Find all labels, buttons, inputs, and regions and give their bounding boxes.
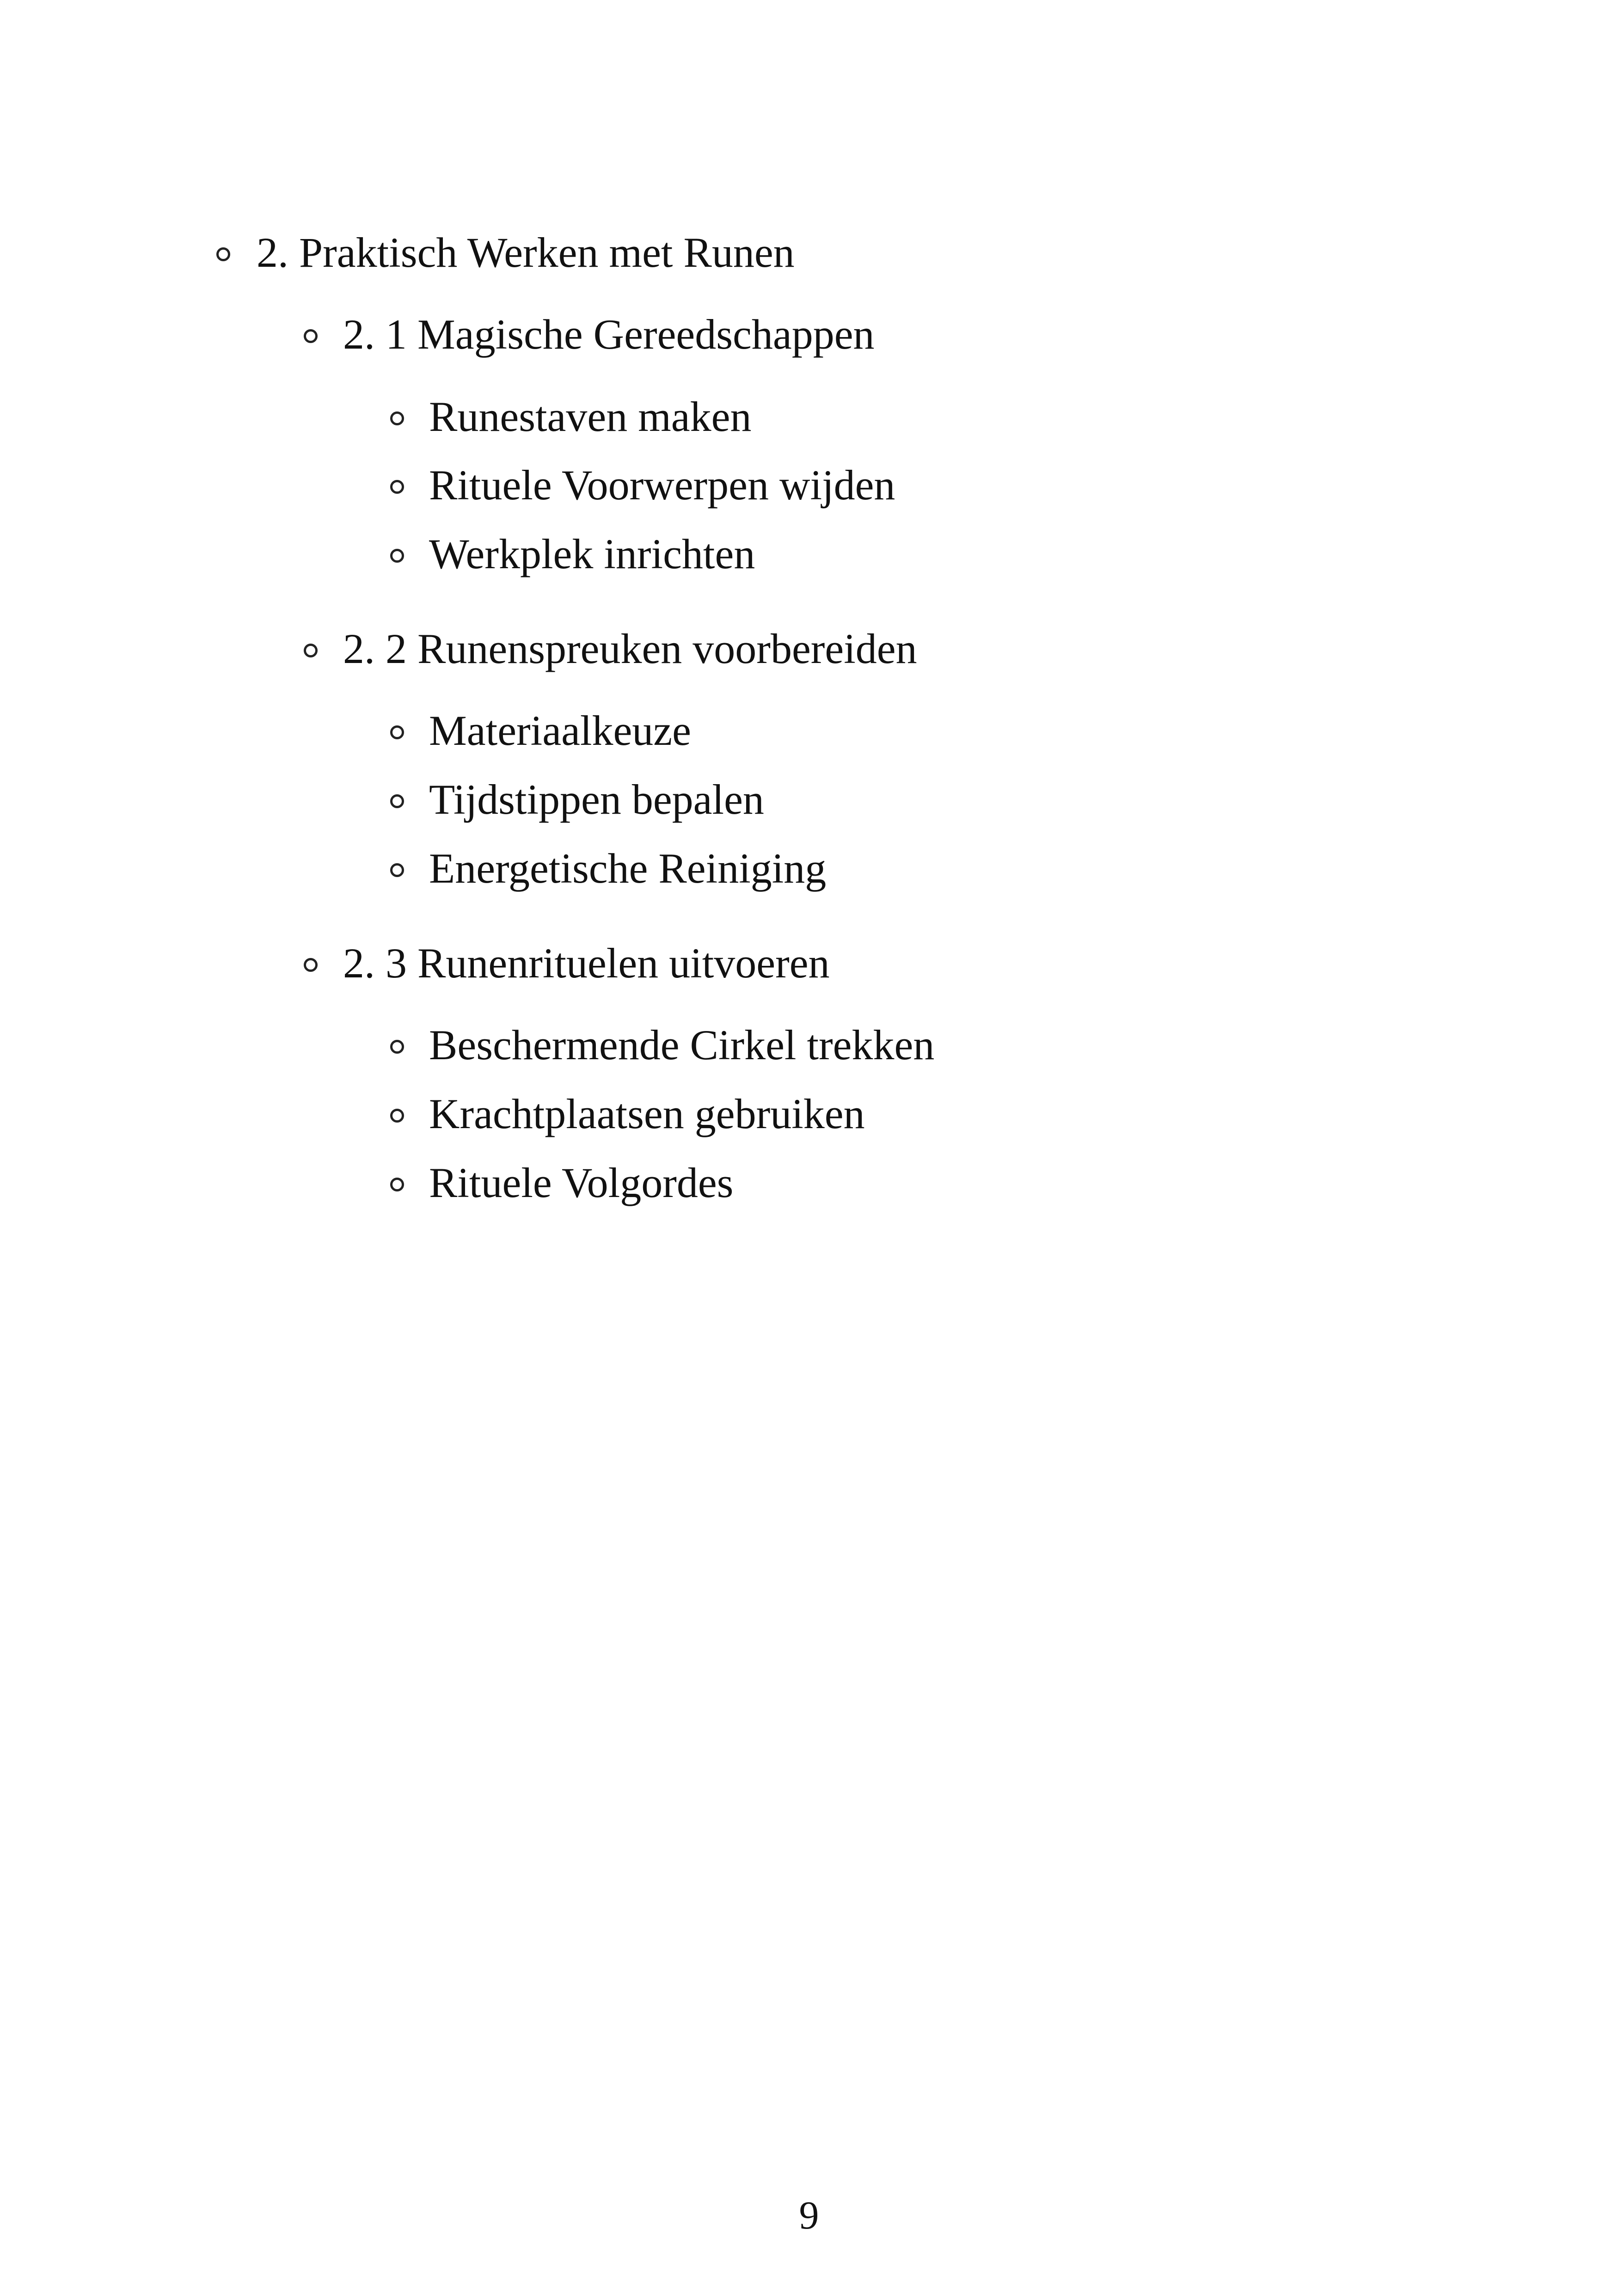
hollow-bullet-icon — [390, 411, 404, 425]
list-item: Materiaalkeuze — [429, 707, 691, 754]
hollow-bullet-icon — [304, 958, 318, 972]
list-item: Runestaven maken — [429, 393, 752, 440]
subsection-heading: 2. 2 Runenspreuken voorbereiden — [343, 625, 917, 672]
subsection-heading: 2. 1 Magische Gereedschappen — [343, 311, 875, 358]
hollow-bullet-icon — [390, 725, 404, 739]
hollow-bullet-icon — [390, 549, 404, 563]
section-heading: 2. Praktisch Werken met Runen — [257, 229, 795, 276]
subsection-heading: 2. 3 Runenrituelen uitvoeren — [343, 939, 830, 987]
page-number: 9 — [799, 2193, 819, 2237]
list-item: Krachtplaatsen gebruiken — [429, 1090, 865, 1137]
list-item: Rituele Voorwerpen wijden — [429, 461, 895, 509]
list-item: Rituele Volgordes — [429, 1159, 734, 1206]
list-item: Beschermende Cirkel trekken — [429, 1021, 935, 1068]
hollow-bullet-icon — [304, 644, 318, 657]
hollow-bullet-icon — [390, 1178, 404, 1191]
hollow-bullet-icon — [390, 863, 404, 877]
list-item: Werkplek inrichten — [429, 530, 755, 577]
hollow-bullet-icon — [390, 1109, 404, 1123]
list-item: Tijdstippen bepalen — [429, 776, 764, 823]
hollow-bullet-icon — [216, 247, 230, 261]
hollow-bullet-icon — [390, 480, 404, 494]
hollow-bullet-icon — [390, 794, 404, 808]
hollow-bullet-icon — [390, 1040, 404, 1054]
list-item: Energetische Reiniging — [429, 845, 827, 892]
hollow-bullet-icon — [304, 329, 318, 343]
